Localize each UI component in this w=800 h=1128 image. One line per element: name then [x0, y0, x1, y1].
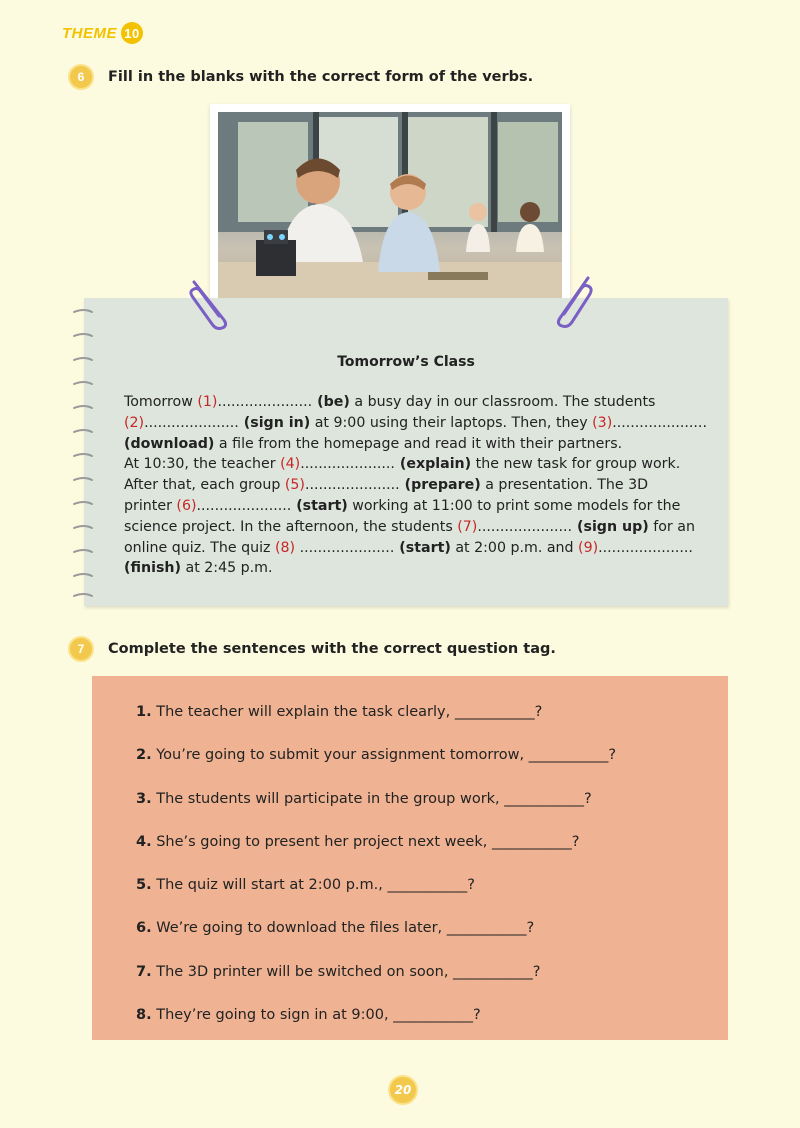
- passage-text: a file from the homepage and read it with their partners.: [214, 435, 623, 452]
- question-item: [136, 791, 696, 834]
- blank-dots: .....................: [300, 456, 395, 473]
- question-text: The 3D printer will be switched on soon, ___________?: [151, 963, 541, 980]
- theme-text: THEME: [62, 24, 117, 42]
- reading-title: Tomorrow’s Class: [337, 354, 475, 370]
- blank-number: (5): [284, 477, 305, 494]
- passage-text: for an: [648, 518, 695, 535]
- verb-hint: (start): [291, 497, 348, 514]
- passage-text: online quiz. The quiz: [124, 539, 275, 556]
- question-item: [136, 877, 696, 920]
- question-number: 3.: [136, 790, 152, 807]
- question-item: [136, 747, 696, 790]
- question-number: 1.: [136, 704, 152, 720]
- exercise-7-header: [68, 636, 556, 662]
- classroom-photo: [218, 112, 562, 308]
- passage-text: After that, each group: [124, 477, 285, 494]
- question-item: [136, 964, 696, 1007]
- blank-dots: .....................: [304, 477, 400, 494]
- question-text: The quiz will start at 2:00 p.m., ___________?: [151, 877, 475, 894]
- verb-hint: (download): [124, 435, 215, 452]
- passage-text: at 2:45 p.m.: [181, 560, 273, 577]
- question-text: She’s going to present her project next week, ___________?: [151, 833, 580, 850]
- reading-line: [124, 434, 724, 455]
- reading-line: [124, 454, 724, 475]
- exercise-6-number: 6: [68, 64, 94, 90]
- question-text: The students will participate in the group work, ___________?: [151, 790, 592, 807]
- question-number: 4.: [136, 833, 152, 850]
- question-number: 5.: [136, 877, 152, 894]
- blank-dots: .....................: [598, 539, 693, 556]
- blank-dots: .....................: [612, 414, 707, 431]
- blank-dots: .....................: [196, 497, 292, 514]
- exercise-7-number: 7: [68, 636, 94, 662]
- question-item: [136, 704, 696, 747]
- reading-line: [124, 392, 724, 413]
- blank-number: (7): [457, 518, 478, 535]
- blank-number: (9): [578, 539, 599, 556]
- question-number: 6.: [136, 920, 152, 937]
- exercise-6-instruction: Fill in the blanks with the correct form of the verbs.: [108, 69, 534, 85]
- question-text: You’re going to submit your assignment tomorrow, ___________?: [151, 747, 617, 764]
- reading-line: [124, 517, 724, 538]
- right-paperclip-icon: [546, 272, 596, 328]
- verb-hint: (prepare): [399, 477, 481, 494]
- question-item: [136, 920, 696, 963]
- passage-text: the new task for group work.: [471, 456, 681, 473]
- reading-passage: [124, 392, 724, 579]
- blank-dots: .....................: [144, 414, 239, 431]
- reading-line: [124, 475, 724, 496]
- classroom-photo-illustration: [218, 112, 562, 308]
- passage-text: at 9:00 using their laptops. Then, they: [310, 414, 593, 431]
- page-number: 20: [388, 1075, 418, 1105]
- question-number: 2.: [136, 747, 152, 764]
- blank-number: (8): [275, 539, 296, 556]
- verb-hint: (finish): [124, 560, 181, 577]
- blank-number: (6): [176, 497, 197, 514]
- classroom-photo-frame: [210, 104, 570, 330]
- passage-text: Tomorrow: [124, 394, 198, 410]
- reading-line: [124, 558, 724, 579]
- passage-text: a presentation. The 3D: [480, 477, 649, 494]
- passage-text: at 2:00 p.m. and: [450, 539, 579, 556]
- blank-dots: .....................: [477, 518, 573, 535]
- theme-label: [62, 22, 143, 44]
- reading-line: [124, 496, 724, 517]
- verb-hint: (explain): [394, 456, 472, 473]
- verb-hint: (be): [312, 394, 350, 410]
- passage-text: printer: [124, 497, 177, 514]
- reading-line: [124, 413, 724, 434]
- verb-hint: (start): [394, 539, 451, 556]
- question-item: [136, 834, 696, 877]
- blank-number: (2): [124, 414, 145, 431]
- blank-dots: .....................: [299, 539, 395, 556]
- passage-text: science project. In the afternoon, the students: [124, 518, 458, 535]
- blank-number: (3): [592, 414, 613, 431]
- question-item: [136, 1007, 696, 1050]
- verb-hint: (sign up): [572, 518, 649, 535]
- passage-text: a busy day in our classroom. The students: [349, 394, 656, 410]
- spiral-binding: [66, 300, 96, 600]
- question-text: The teacher will explain the task clearly, ___________?: [151, 704, 543, 720]
- question-text: They’re going to sign in at 9:00, ___________?: [151, 1007, 481, 1024]
- reading-line: [124, 538, 724, 559]
- passage-text: At 10:30, the teacher: [124, 456, 281, 473]
- passage-text: working at 11:00 to print some models for the: [347, 497, 681, 514]
- theme-number-badge: 10: [121, 22, 143, 44]
- question-number: 8.: [136, 1007, 152, 1024]
- blank-number: (4): [280, 456, 301, 473]
- exercise-6-header: [68, 64, 533, 90]
- exercise-7-instruction: Complete the sentences with the correct question tag.: [108, 641, 556, 657]
- blank-number: (1): [197, 394, 218, 410]
- verb-hint: (sign in): [238, 414, 311, 431]
- question-text: We’re going to download the files later, ___________?: [151, 920, 535, 937]
- left-paperclip-icon: [186, 276, 236, 330]
- question-tag-list: [136, 704, 696, 1050]
- question-number: 7.: [136, 963, 152, 980]
- blank-dots: .....................: [217, 394, 313, 410]
